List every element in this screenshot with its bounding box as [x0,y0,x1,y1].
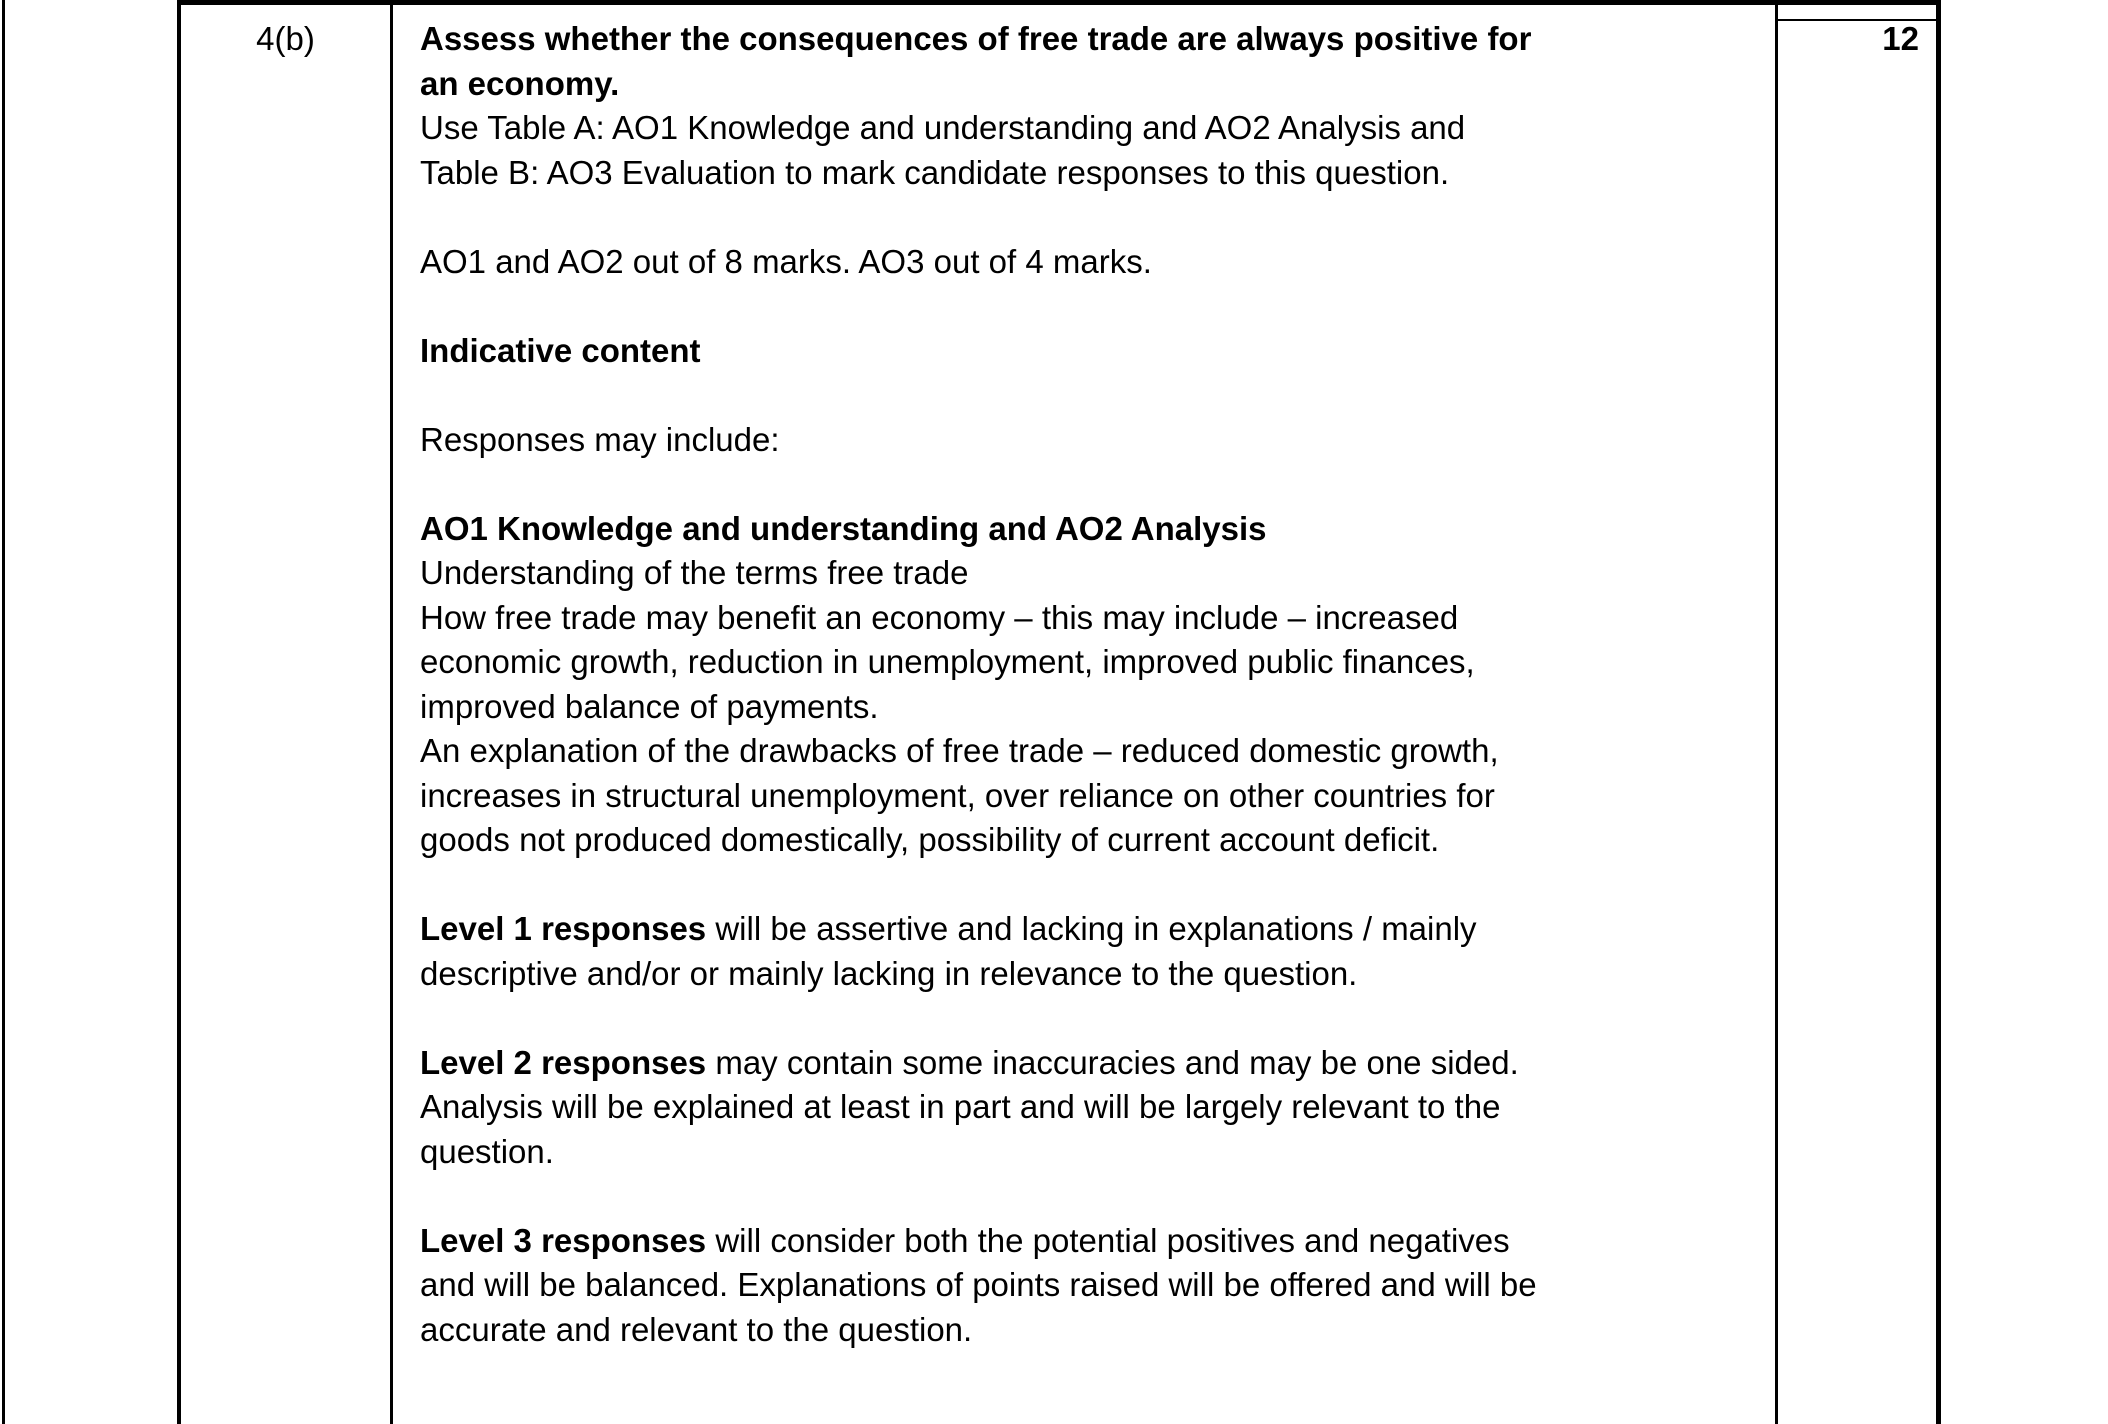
content-line [420,818,1770,863]
content-line-blank [420,462,1770,507]
content-line-text: may contain some inaccuracies and may be one sided. [706,1043,1519,1081]
content-line-blank [420,996,1770,1041]
content-line-text: will be assertive and lacking in explanations / mainly [706,910,1477,947]
content-line [420,907,1770,952]
content-line-text: goods not produced domestically, possibility of current account deficit. [420,821,1440,858]
content-line-text: Understanding of the terms free trade [420,554,969,591]
content-line-text: How free trade may benefit an economy – this may include – increased [420,598,1459,636]
content-line-text: will consider both the potential positives and negatives [706,1221,1510,1259]
content-line [420,106,1770,151]
content-line [420,507,1770,552]
content-line [420,596,1770,641]
content-line [420,551,1770,596]
mark-scheme-content [420,17,1770,1352]
content-line [420,418,1770,463]
content-line [420,1219,1770,1264]
content-line [420,17,1770,62]
content-line-text: increases in structural unemployment, over reliance on other countries for [420,776,1495,814]
content-line-text: Analysis will be explained at least in part and will be largely relevant to the [420,1088,1501,1125]
content-line-bold: Indicative content [420,331,701,369]
content-line-bold: an economy. [420,64,620,102]
content-line-text: AO1 and AO2 out of 8 marks. AO3 out of 4 marks. [420,242,1152,280]
content-line-text: An explanation of the drawbacks of free trade – reduced domestic growth, [420,732,1499,769]
content-line [420,1263,1770,1308]
content-line-text: Responses may include: [420,420,780,458]
content-line-text: Use Table A: AO1 Knowledge and understanding and AO2 Analysis and [420,109,1466,146]
content-line-text: Table B: AO3 Evaluation to mark candidate responses to this question. [420,153,1450,191]
content-line-bold: Assess whether the consequences of free trade are always positive for [420,20,1532,57]
content-line-bold: Level 1 responses [420,910,707,947]
content-line [420,640,1770,685]
content-line-text: and will be balanced. Explanations of points raised will be offered and will be [420,1266,1537,1303]
content-line [420,729,1770,774]
content-line-bold: Level 3 responses [420,1221,707,1259]
content-line [420,1308,1770,1353]
content-line [420,685,1770,730]
content-line [420,1085,1770,1130]
content-line-text: economic growth, reduction in unemployment, improved public finances, [420,643,1475,680]
table-top-border [177,0,1941,5]
content-line-blank [420,195,1770,240]
page-left-rule [2,0,5,1424]
content-line [420,1041,1770,1086]
content-line [420,774,1770,819]
content-line [420,952,1770,997]
question-number: 4(b) [256,20,315,57]
content-line-blank [420,284,1770,329]
content-line [420,151,1770,196]
content-line [420,240,1770,285]
content-line-blank [420,373,1770,418]
content-line-text: question. [420,1132,554,1170]
content-line-bold: AO1 Knowledge and understanding and AO2 Analysis [420,509,1267,547]
marks-value: 12 [1882,20,1919,57]
content-line-text: accurate and relevant to the question. [420,1310,973,1348]
table-left-border [177,0,181,1424]
content-line [420,329,1770,374]
content-line-text: improved balance of payments. [420,687,879,725]
content-line-bold: Level 2 responses [420,1043,707,1081]
content-line-blank [420,863,1770,908]
content-line-blank [420,1174,1770,1219]
marks-column-divider [1775,0,1778,1424]
content-line [420,1130,1770,1175]
content-line [420,62,1770,107]
table-right-border [1936,0,1941,1424]
content-line-text: descriptive and/or or mainly lacking in relevance to the question. [420,954,1358,992]
question-column-divider [390,0,393,1424]
